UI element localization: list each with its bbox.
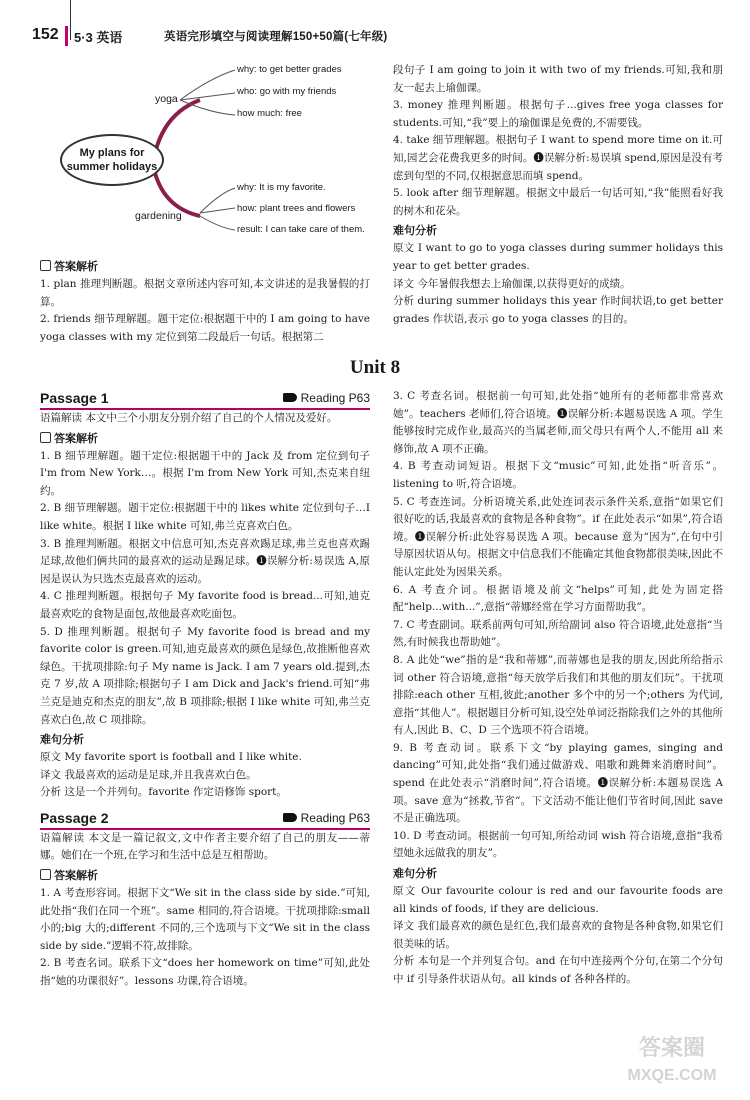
passage-underline [40,408,370,410]
original-sentence: 原文 I want to go to yoga classes during summer holidays this year to get better grades. [393,242,723,272]
page-number: 152 [32,26,59,43]
pointing-hand-icon [283,393,297,402]
mindmap-center: My plans for summer holidays [60,134,164,186]
mindmap-gardening: gardening [135,210,182,222]
yoga-who: who: go with my friends [237,86,337,97]
analysis: 分析 本句是一个并列复合句。and 在句中连接两个分句,在第二个分句中 if 引导条件状语从句。all kinds of 各种各样的。 [393,955,723,985]
series-name: 5·3 英语 [74,30,123,45]
answers-heading: 答案解析 [40,430,370,446]
answer-item: 段句子 I am going to join it with two of my friends.可知,我和朋友一起去上瑜伽课。 [393,64,723,94]
pointing-hand-icon [283,813,297,822]
book-title: 英语完形填空与阅读理解150+50篇(七年级) [164,31,388,43]
translation: 译文 我们最喜欢的颜色是红色,我们最喜欢的食物是各种食物,如果它们很美味的话。 [393,920,723,950]
translation: 译文 我最喜欢的运动是足球,并且我喜欢白色。 [40,768,257,781]
original-sentence: 原文 My favorite sport is football and I like white. [40,751,302,764]
answer-item: 3. B 推理判断题。根据文中信息可知,杰克喜欢踢足球,弗兰克也喜欢踢足球,故他们俩共同的最喜欢的运动是踢足球。❶误解分析:易误选 A,原因是误认为只选杰克最喜欢的运动。 [40,537,370,585]
analysis: 分析 during summer holidays this year 作时间状语,to get better grades 作状语,表示 go to yoga classes 的目的。 [393,295,723,325]
hard-sentence-heading: 难句分析 [393,868,437,881]
mindmap [50,58,380,238]
answers-heading: 答案解析 [40,258,370,274]
answer-item: 2. B 考查名词。联系下文“does her homework on time”可知,此处指“她的功课很好”。lessons 功课,符合语境。 [40,957,370,988]
answer-item: 3. money 推理判断题。根据句子...gives free yoga classes for students.可知,“我”要上的瑜伽课是免费的,不需要钱。 [393,99,723,129]
answer-item: 1. B 细节理解题。题干定位:根据题干中的 Jack 及 from 定位到句子 I'm from New York…。根据 I'm from New York 可知,杰克来自纽约。 [40,449,370,497]
lock-icon [40,432,51,443]
mindmap-yoga: yoga [155,93,178,105]
answer-item: 5. look after 细节理解题。根据文中最后一句话可知,“我”能照看好我的树木和花朵。 [393,187,723,217]
answer-item: 7. C 考查副词。联系前两句可知,所给副词 also 符合语境,此处意指“当然,有时候我也帮助她”。 [393,618,723,649]
answer-item: 6. A 考查介词。根据语境及前文“helps”可知,此处为固定搭配“help...with...”,意指“蒂娜经常在学习方面帮助我”。 [393,583,723,614]
left-bottom-column [40,388,370,991]
passage1-title: Passage 1 [40,390,109,406]
passage-underline [40,828,370,830]
header-rule [70,0,71,40]
answer-item: 1. plan 推理判断题。根据文章所述内容可知,本文讲述的是我暑假的打算。 [40,278,370,308]
lock-icon [40,869,51,880]
passage1-summary: 语篇解读 本文中三个小朋友分别介绍了自己的个人情况及爱好。 [40,412,338,424]
answer-item: 4. take 细节理解题。根据句子 I want to spend more time on it.可知,园艺会花费我更多的时间。❶误解分析:易误填 spend,原因是没有考虑到句型的不同,仅根据意思而填 spend。 [393,134,723,182]
unit-title: Unit 8 [349,357,401,378]
passage1-header [40,390,370,410]
watermark: 答案圈 MXQE.COM [627,1035,717,1084]
answer-item: 9. B 考查动词。联系下文“by playing games, singing and dancing”可知,此处指“我们通过做游戏、唱歌和跳舞来消磨时间”。spend 在此处表示“消磨时间”,符合语境。❶误解分析:本题易误选 A 项。save 意为“拯救,节省”。下文活动不能让他们节省时间,因此 save 不是正确选项。 [393,741,723,825]
yoga-why: why: to get better grades [237,64,342,75]
original-sentence: 原文 Our favourite colour is red and our favourite foods are all kinds of foods, if they are delicious. [393,885,723,915]
gardening-result: result: I can take care of them. [237,224,365,235]
answer-item: 2. B 细节理解题。题干定位:根据题干中的 likes white 定位到句子…I like white。根据 I like white 可知,弗兰克喜欢白色。 [40,502,370,532]
passage1-ref: Reading P63 [283,391,370,405]
hard-sentence-heading: 难句分析 [393,225,437,238]
hard-sentence-heading: 难句分析 [40,734,84,747]
right-top-answers [393,62,723,328]
gardening-why: why: It is my favorite. [237,182,326,193]
answer-item: 4. B 考查动词短语。根据下文“music”可知,此处指“听音乐”。listening to 听,符合语境。 [393,460,723,490]
page-header [30,26,720,48]
passage2-title: Passage 2 [40,809,109,826]
lock-icon [40,260,51,271]
header-divider [65,26,68,46]
passage2-summary: 语篇解读 本文是一篇记叙文,文中作者主要介绍了自己的朋友——蒂娜。她们在一个班,在学习和生活中总是互相帮助。 [40,831,370,862]
translation: 译文 今年暑假我想去上瑜伽课,以获得更好的成绩。 [393,277,631,290]
answer-item: 4. C 推理判断题。根据句子 My favorite food is bread...可知,迪克最喜欢吃的食物是面包,故他最喜欢吃面包。 [40,590,370,620]
answer-item: 3. C 考查名词。根据前一句可知,此处指“她所有的老师都非常喜欢她”。teachers 老师们,符合语境。❶误解分析:本题易误选 A 项。学生能够按时完成作业,最高兴的当属老师,而父母只有两个人,不能用 all 来修饰,故 A 项不正确。 [393,390,723,455]
answers-heading: 答案解析 [40,867,370,883]
analysis: 分析 这是一个并列句。favorite 作定语修饰 sport。 [40,786,287,799]
right-bottom-column [393,388,723,989]
passage2-ref: Reading P63 [283,811,370,825]
answer-item: 8. A 此处“we”指的是“我和蒂娜”,而蒂娜也是我的朋友,因此所给指示词 other 符合语境,意指“每天放学后我们和其他的朋友们玩”。干扰项排除:each other 互相,彼此;another 多个中的另一个;others 为代词,意指“其他人”。根据题目分析可知,设空处单词泛指除我们之外的其他所有人,因此 B、C、D 三个选项不符合语境。 [393,653,723,737]
answer-item: 5. D 推理判断题。根据句子 My favorite food is bread and my favorite color is green.可知,迪克最喜欢的颜色是绿色,故推断他喜欢绿色。干扰项排除:句子 My name is Jack. I am 7 years old.提到,杰克 7 岁,故 A 项排除;根据句子 I am Dick and Jack's friend.可知“弗兰克是迪克和杰克的朋友”,故 B 项排除;根据 I like white 可知,弗兰克喜欢白色,故 C 项排除。 [40,625,370,726]
yoga-how-much: how much: free [237,108,302,119]
answer-item: 5. C 考查连词。分析语境关系,此处连词表示条件关系,意指“如果它们很好吃的话,我最喜欢的食物是各种食物”。if 在此处表示“如果”,符合语境。❶误解分析:此处容易误选 A 项。because 意为“因为”,在句中引导原因状语从句。根据文中信息我们不能确定其他食物都很美味,因此不能认定此处为因果关系。 [393,495,723,578]
answer-item: 1. A 考查形容词。根据下文“We sit in the class side by side.”可知,此处指“我们在同一个班”。same 相同的,符合语境。干扰项排除:small 小的;big 大的;different 不同的,三个选项与下文“We sit in the class side by side.”逻辑不符,故排除。 [40,887,370,952]
answer-item: 10. D 考查动词。根据前一句可知,所给动词 wish 符合语境,意指“我希望她永远做我的朋友”。 [393,829,723,860]
answer-item: 2. friends 细节理解题。题干定位:根据题干中的 I am going to have yoga classes with my 定位到第二段最后一句话。根据第二 [40,313,370,343]
gardening-how: how: plant trees and flowers [237,203,356,214]
left-top-answers [40,256,370,346]
passage2-header [40,810,370,830]
